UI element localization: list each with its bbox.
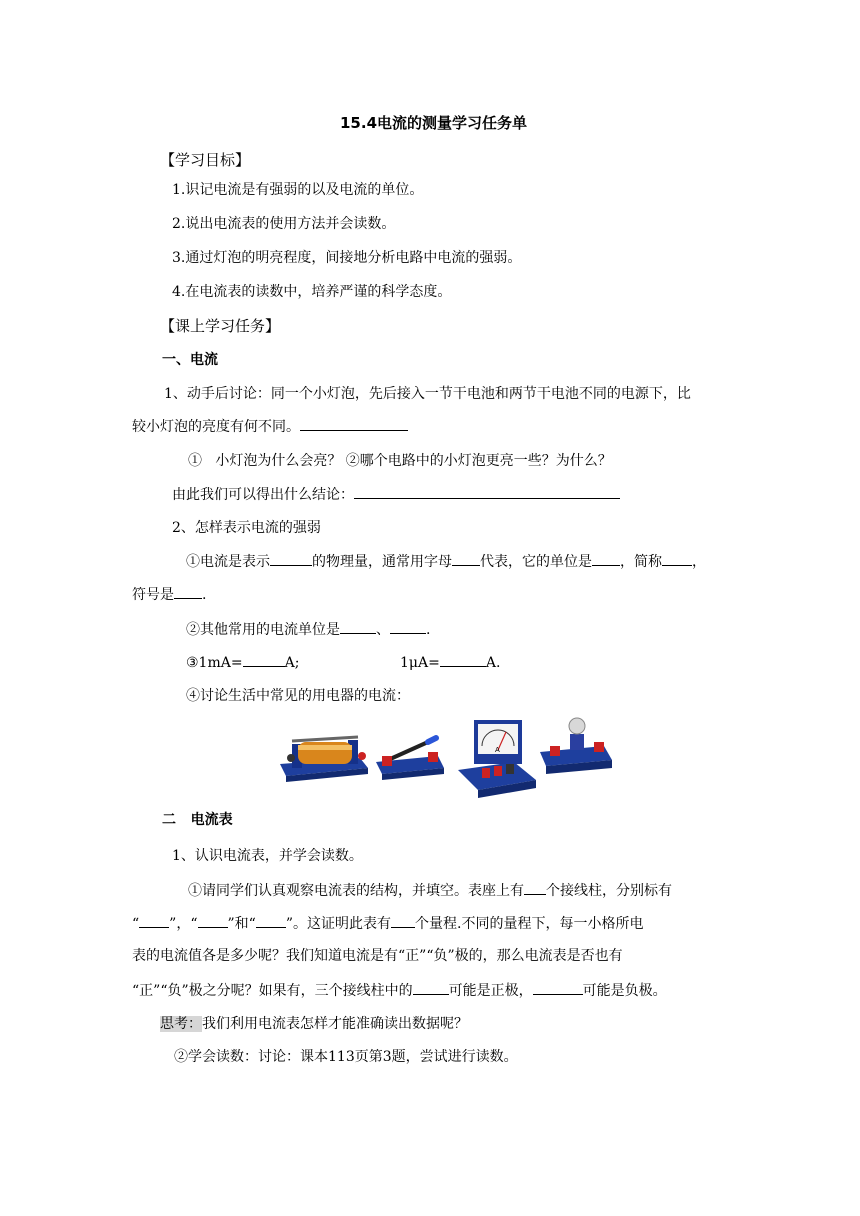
- section2-question-1: 1、认识电流表，并学会读数。: [172, 848, 363, 864]
- answer-blank[interactable]: [391, 913, 415, 928]
- fill-text: .: [202, 587, 207, 603]
- ammeter-figure: [458, 720, 536, 798]
- answer-blank[interactable]: [413, 980, 449, 995]
- fill-text: “正”“负”极之分呢？如果有，三个接线柱中的: [132, 983, 413, 999]
- fill-text: “: [132, 916, 140, 932]
- ammeter-letter: A: [495, 746, 500, 754]
- fill-text: 的物理量，通常用字母: [312, 554, 452, 570]
- answer-blank[interactable]: [198, 913, 228, 928]
- answer-blank[interactable]: [592, 551, 620, 566]
- fill-text: ①电流是表示: [186, 554, 270, 570]
- tasks-heading: 【课上学习任务】: [160, 317, 281, 335]
- fill-text: A.: [485, 655, 501, 671]
- answer-blank[interactable]: [390, 619, 426, 634]
- answer-blank[interactable]: [662, 551, 692, 566]
- fill-1-cont: [132, 584, 206, 605]
- fill-text: ，: [692, 554, 706, 570]
- think-label: 思考：: [160, 1016, 202, 1032]
- fill-4: ④讨论生活中常见的用电器的电流：: [186, 688, 410, 704]
- answer-blank[interactable]: [452, 551, 480, 566]
- answer-blank[interactable]: [533, 980, 583, 995]
- section2-heading: 二 电流表: [162, 812, 233, 828]
- fill-text: ①请同学们认真观察电流表的结构，并填空。表座上有: [188, 883, 524, 899]
- ammeter-para-line1: [188, 880, 672, 901]
- fill-text: ②其他常用的电流单位是: [186, 622, 340, 638]
- apparatus-figures: [278, 712, 613, 800]
- answer-blank[interactable]: [340, 619, 376, 634]
- fill-text: ”和“: [227, 916, 256, 932]
- answer-blank[interactable]: [139, 913, 169, 928]
- question-1-line2: [132, 416, 408, 437]
- answer-blank[interactable]: [243, 652, 285, 667]
- question-1-text: 较小灯泡的亮度有何不同。: [132, 419, 300, 435]
- goal-item-1: 1.识记电流是有强弱的以及电流的单位。: [172, 182, 424, 198]
- answer-blank[interactable]: [524, 880, 546, 895]
- ammeter-para-line4: [132, 980, 667, 1001]
- conclusion-label: 由此我们可以得出什么结论：: [172, 487, 354, 503]
- fill-text: 、: [376, 622, 390, 638]
- question-1-sub: ① 小灯泡为什么会亮？ ②哪个电路中的小灯泡更亮一些？为什么？: [188, 453, 612, 469]
- page-title: 15.4电流的测量学习任务单: [340, 114, 528, 132]
- fill-text: A;: [284, 655, 300, 671]
- ammeter-para-line2: [132, 913, 643, 934]
- rheostat-figure: [280, 737, 368, 782]
- fill-text: 代表，它的单位是: [480, 554, 592, 570]
- fill-3b: [400, 652, 500, 673]
- goals-heading: 【学习目标】: [160, 151, 251, 169]
- section1-heading: 一、电流: [162, 352, 218, 368]
- fill-text: .: [426, 622, 431, 638]
- conclusion-line: [172, 484, 620, 505]
- fill-text: ，简称: [620, 554, 662, 570]
- think-text: 我们利用电流表怎样才能准确读出数据呢？: [202, 1016, 468, 1032]
- fill-text: ③1mA=: [186, 655, 243, 671]
- goal-item-2: 2.说出电流表的使用方法并会读数。: [172, 216, 396, 232]
- answer-blank[interactable]: [174, 584, 202, 599]
- fill-text: 可能是正极，: [448, 983, 533, 999]
- fill-text: 可能是负极。: [582, 983, 667, 999]
- reading-task: ②学会读数：讨论：课本113页第3题，尝试进行读数。: [174, 1049, 518, 1065]
- question-1-line1: 1、动手后讨论：同一个小灯泡，先后接入一节干电池和两节干电池不同的电源下，比: [164, 386, 691, 402]
- question-2: 2、怎样表示电流的强弱: [172, 520, 321, 536]
- fill-text: ”，“: [169, 916, 198, 932]
- answer-blank[interactable]: [440, 652, 486, 667]
- answer-blank[interactable]: [270, 551, 312, 566]
- fill-text: 符号是: [132, 587, 174, 603]
- goal-item-4: 4.在电流表的读数中，培养严谨的科学态度。: [172, 284, 452, 300]
- fill-text: 个接线柱，分别标有: [546, 883, 672, 899]
- fill-1: [186, 551, 706, 572]
- think-line: [160, 1014, 468, 1034]
- fill-text: 1μA=: [400, 655, 440, 671]
- answer-blank[interactable]: [300, 416, 408, 431]
- fill-text: 个量程.不同的量程下，每一小格所电: [415, 916, 644, 932]
- fill-3a: [186, 652, 299, 673]
- bulb-holder-figure: [540, 718, 612, 774]
- conclusion-blank[interactable]: [354, 484, 620, 499]
- goal-item-3: 3.通过灯泡的明亮程度，间接地分析电路中电流的强弱。: [172, 250, 522, 266]
- answer-blank[interactable]: [256, 913, 286, 928]
- fill-text: ”。这证明此表有: [285, 916, 391, 932]
- switch-figure: [376, 738, 444, 780]
- fill-2: [186, 619, 430, 640]
- ammeter-para-line3: 表的电流值各是多少呢？我们知道电流是有“正”“负”极的，那么电流表是否也有: [132, 948, 623, 964]
